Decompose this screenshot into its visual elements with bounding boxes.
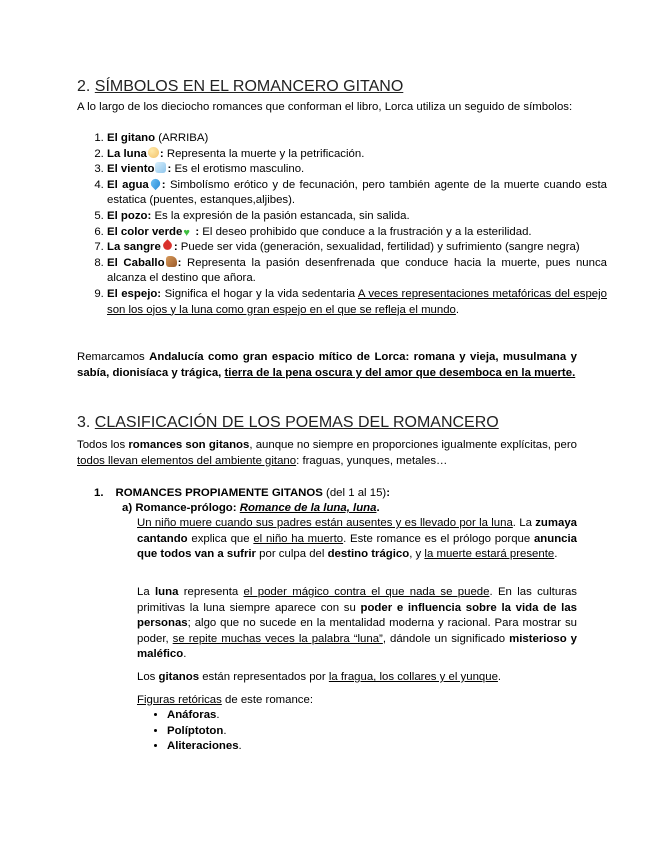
text-span: gitanos: [158, 671, 200, 683]
text-span: luna: [155, 586, 179, 598]
list-item: 8. El Caballo : Representa la pasión desenfrenada que conduce hacia la muerte, pues nunca alcanza el destino que añora.: [107, 256, 607, 287]
symbol-term: El pozo:: [107, 209, 152, 222]
list-item: [107, 209, 607, 225]
text-span: misterioso y maléfico: [137, 632, 578, 661]
symbols-list: [77, 131, 607, 318]
symbol-term: El color verde: [107, 225, 183, 238]
text-span: zumaya cantando: [137, 517, 577, 545]
subsection-label: Romance-prólogo:: [135, 502, 240, 514]
text-span: ; algo que no sucede en la mentalidad moderna y racional. Para mostrar su poder,: [137, 617, 577, 645]
text-span: el niño ha muerto: [253, 532, 344, 545]
intro-bold: romances son gitanos: [128, 439, 250, 451]
section-3-heading: [77, 413, 499, 433]
text-span: están representados por: [199, 671, 329, 683]
symbol-term: La luna: [107, 147, 147, 160]
figures-title: Figuras retóricas: [137, 694, 222, 706]
symbol-term: El Caballo: [107, 256, 165, 269]
symbol-text: (ARRIBA): [155, 132, 209, 144]
symbol-term: El gitano: [107, 132, 156, 144]
subsection-number: 1.: [94, 487, 104, 499]
text-span: explica que: [187, 532, 254, 545]
list-item: 7. La sangre : Puede ser vida (generación, sexualidad, fertilidad) y sufrimiento (sangre negra): [107, 240, 607, 256]
figure-item: Anáforas: [167, 709, 217, 721]
symbol-text: Significa el hogar y la vida sedentaria: [161, 287, 358, 300]
text-span: . Este romance es el prólogo porque: [343, 532, 534, 545]
section-number: 3.: [77, 414, 91, 431]
text-span: la muerte estará presente: [424, 548, 555, 561]
paragraph-2: [137, 585, 577, 663]
text-span: Un niño muere cuando sus padres están ausentes y es llevado por la luna: [137, 517, 513, 529]
wind-icon: [155, 162, 166, 173]
list-item: 6. El color verde♥ : El deseo prohibido que conduce a la frustración y a la esterilidad.: [107, 225, 607, 241]
section-title: CLASIFICACIÓN DE LOS POEMAS DEL ROMANCERO: [94, 414, 499, 431]
intro-text: , aunque no siempre en proporciones igualmente explícitas, pero: [249, 439, 577, 451]
text-span: el poder mágico contra el que nada se puede: [243, 586, 490, 598]
text-span: .: [554, 548, 558, 561]
text-span: por culpa del: [256, 548, 328, 561]
text-span: se repite muchas veces la palabra “luna”: [172, 632, 383, 645]
text-span: destino trágico: [327, 548, 410, 561]
paragraph-1: [137, 516, 577, 563]
symbol-text: Simbolísmo erótico y de fecunación, pero también agente de la muerte cuando esta estatica (puentes, estanques,aljibes).: [107, 178, 607, 207]
subsection-colon: :: [386, 487, 390, 499]
subsection-letter: a): [122, 502, 133, 514]
remark-underlined: tierra de la pena oscura y del amor que desemboca en la muerte.: [224, 366, 576, 379]
list-item: [107, 131, 607, 147]
text-span: representa: [178, 586, 244, 598]
subsection-dot: .: [376, 502, 380, 514]
section-number: 2.: [77, 78, 91, 95]
symbol-text: Representa la muerte y la petrificación.: [163, 147, 365, 160]
symbol-text: Es la expresión de la pasión estancada, sin salida.: [151, 209, 410, 222]
list-item: 4. El agua : Simbolísmo erótico y de fecunación, pero también agente de la muerte cuando esta estatica (puentes, estanques,aljibes).: [107, 178, 607, 209]
text-span: , y: [409, 548, 425, 561]
text-span: poder e influencia sobre la vida de las personas: [137, 601, 577, 630]
symbol-end: .: [455, 303, 460, 316]
text-span: .: [497, 671, 502, 683]
symbol-underlined-text: A veces representaciones metafóricas del espejo son los ojos y la luna como gran espejo en el que se refleja el mundo: [107, 287, 607, 316]
intro-text: Todos los: [77, 439, 129, 451]
figures-label: [137, 693, 577, 709]
symbol-text: Representa la pasión desenfrenada que conduce hacia la muerte, pues nunca alcanza el destino que añora.: [107, 256, 607, 285]
subsection-a-heading: [122, 501, 380, 517]
list-item: 3. El viento : Es el erotismo masculino.: [107, 162, 607, 178]
subsection-title: ROMANCES PROPIAMENTE GITANOS: [115, 487, 323, 499]
figure-item: Aliteraciones: [167, 740, 239, 753]
symbol-term: El espejo:: [107, 287, 162, 300]
green-heart-icon: ♥: [183, 226, 190, 239]
text-span: , dándole un significado: [382, 632, 510, 645]
blood-drop-icon: [161, 239, 173, 251]
remark-bold: Andalucía como gran espacio mítico de Lorca: romana y vieja, musulmana y sabía, dionisíaca y trágica,: [77, 351, 577, 379]
section-2-heading: [77, 77, 403, 97]
text-span: anuncia que todos van a sufrir: [137, 532, 577, 561]
romance-title: Romance de la luna, luna: [239, 502, 377, 514]
symbol-text: El deseo prohibido que conduce a la frustración y a la esterilidad.: [199, 225, 532, 238]
list-item: • Aliteraciones.: [167, 739, 242, 755]
text-span: . La: [512, 517, 536, 529]
list-item: • Anáforas.: [167, 708, 242, 724]
subsection-1-heading: [94, 486, 390, 502]
figures-rest: de este romance:: [221, 694, 314, 706]
intro-underlined: todos llevan elementos del ambiente gitano: [77, 454, 297, 467]
remark-paragraph: [77, 350, 577, 381]
symbol-term: El viento: [107, 163, 155, 176]
section-3-intro: [77, 438, 577, 469]
text-span: la fragua, los collares y el yunque: [328, 671, 498, 683]
subsection-range: (del 1 al 15): [322, 487, 387, 499]
list-item: [107, 287, 607, 318]
remark-lead: Remarcamos: [77, 351, 150, 363]
intro-text: : fraguas, yunques, metales…: [296, 454, 448, 467]
text-span: La: [137, 586, 155, 598]
list-item: 2. La luna : Representa la muerte y la petrificación.: [107, 147, 607, 163]
section-title: SÍMBOLOS EN EL ROMANCERO GITANO: [94, 78, 404, 95]
text-span: . En las culturas primitivas la luna siempre aparece con su: [137, 586, 577, 614]
symbol-term: La sangre: [107, 241, 161, 254]
figure-item: Políptoton: [167, 724, 224, 737]
list-item: • Políptoton.: [167, 724, 242, 740]
horse-icon: [166, 256, 177, 267]
section-2-intro: A lo largo de los dieciocho romances que conforman el libro, Lorca utiliza un seguido de símbolos:: [77, 101, 573, 113]
water-drops-icon: [149, 177, 162, 190]
symbol-text: Es el erotismo masculino.: [171, 163, 305, 176]
symbol-text: Puede ser vida (generación, sexualidad, fertilidad) y sufrimiento (sangre negra): [177, 241, 580, 254]
text-span: Los: [137, 671, 159, 683]
paragraph-3: [137, 670, 577, 686]
symbol-term: El agua: [107, 178, 149, 191]
figures-list: [137, 708, 242, 755]
text-span: .: [183, 648, 187, 661]
moon-icon: [148, 147, 159, 158]
